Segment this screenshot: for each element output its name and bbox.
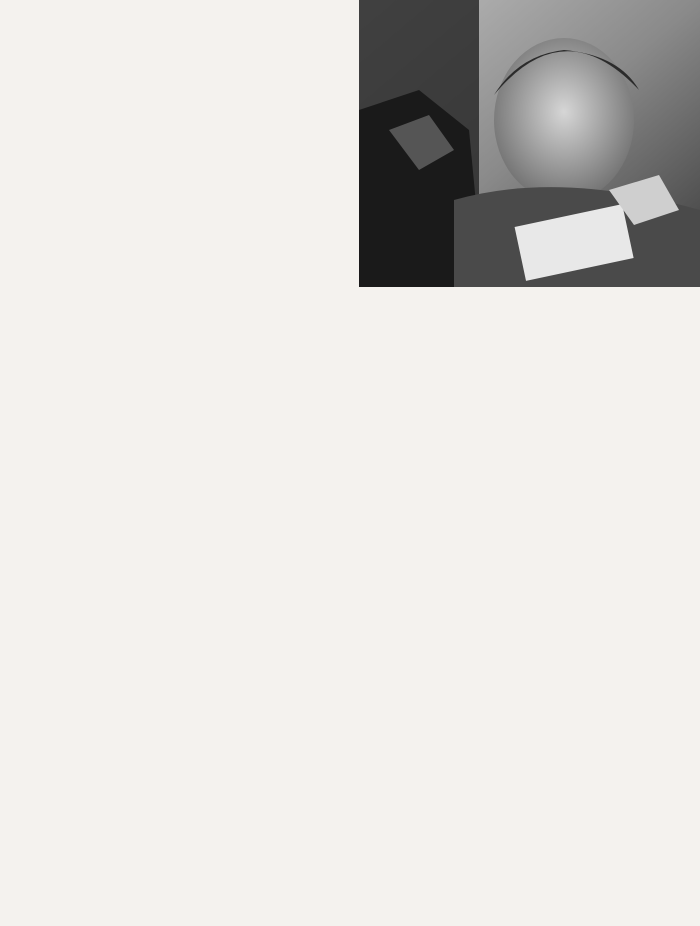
column-3 [468,300,686,920]
column-2 [241,42,457,922]
column-1 [16,42,230,922]
